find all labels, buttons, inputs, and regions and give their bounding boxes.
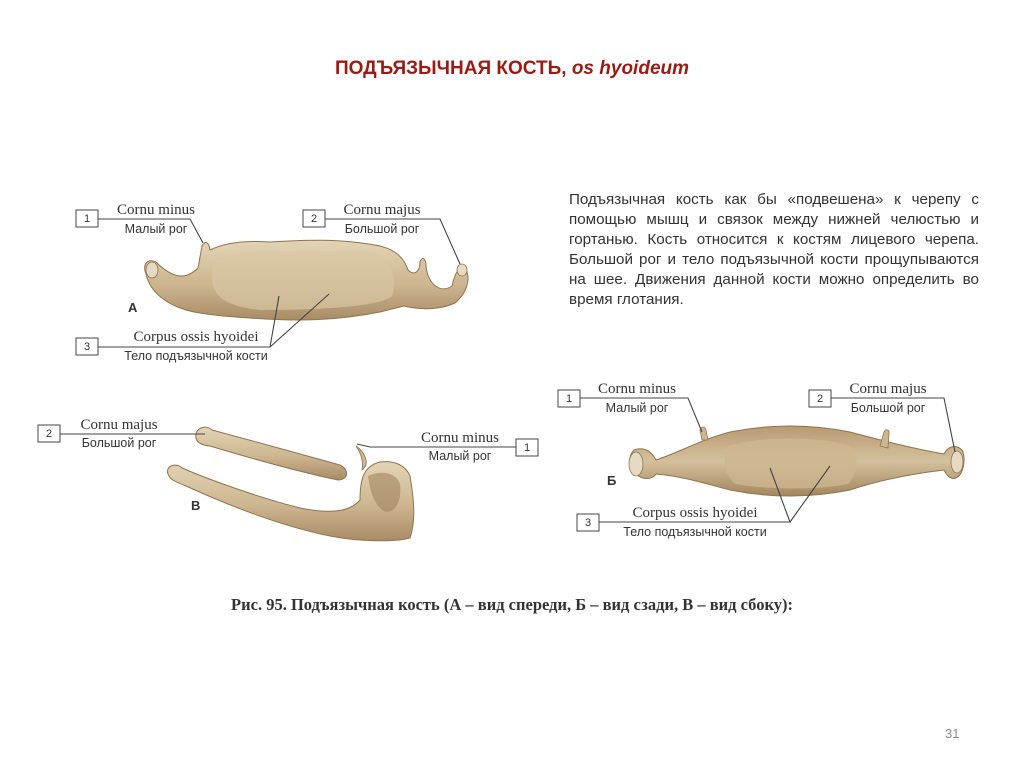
view-b-letter: Б [607,473,617,488]
view-b-right-lesser-horn [880,430,889,448]
title-main: ПОДЪЯЗЫЧНАЯ КОСТЬ, [334,58,572,79]
view-c-greater-horn [196,427,347,480]
label-b-1-number: 1 [565,393,573,405]
label-b-2-number: 2 [816,393,824,405]
label-a-2-latin: Cornu majus [343,202,421,218]
label-a-3-number: 3 [83,341,91,353]
view-b-back [558,381,964,539]
label-a-1-russian: Малый рог [124,222,188,236]
view-a-body-surface [212,251,394,310]
label-a-1-number: 1 [83,213,91,225]
view-a-left-horn-tip [146,262,158,278]
view-a-front [76,202,468,363]
page-number: 31 [945,726,960,741]
label-a-3-russian: Тело подъязычной кости [124,349,268,363]
label-a-3-latin: Corpus ossis hyoidei [133,329,259,345]
label-b-1-latin: Cornu minus [598,381,676,397]
intro-paragraph: Подъязычная кость как бы «подвешена» к черепу с помощью мышц и связок между нижней челюстью и гортанью. Кость относится к костям лицевого черепа. Большой рог и тело подъязычной кости прощупываются на шее. Движения данной кости можно определить во время глотания. [569,191,979,308]
label-b-1-russian: Малый рог [605,401,669,415]
label-c-2-russian: Большой рог [81,436,157,450]
label-c-1-number: 1 [523,442,531,454]
view-b-right-horn-tip [951,451,963,473]
label-c-1-russian: Малый рог [428,449,492,463]
view-c-side [38,417,538,541]
label-a-2-russian: Большой рог [344,222,420,236]
view-b-left-horn-tip [629,452,643,476]
label-b-2-russian: Большой рог [850,401,926,415]
title-latin: os hyoideum [571,58,690,79]
label-b-3-number: 3 [584,517,592,529]
label-c-2-number: 2 [45,428,53,440]
view-c-lesser-horn [356,446,366,470]
label-c-1-latin: Cornu minus [421,430,499,446]
label-b-2-latin: Cornu majus [849,381,927,397]
figure-caption: Рис. 95. Подъязычная кость (А – вид спереди, Б – вид сзади, В – вид сбоку): [231,595,793,614]
view-a-right-horn-tip [457,264,467,276]
label-a-1-latin: Cornu minus [117,202,195,218]
view-b-body-surface [725,439,857,489]
label-a-2-number: 2 [310,213,318,225]
label-b-3-latin: Corpus ossis hyoidei [632,505,758,521]
label-c-2-latin: Cornu majus [80,417,158,433]
label-b-3-russian: Тело подъязычной кости [623,525,767,539]
view-c-letter: В [191,498,201,513]
view-a-letter: А [128,300,138,315]
